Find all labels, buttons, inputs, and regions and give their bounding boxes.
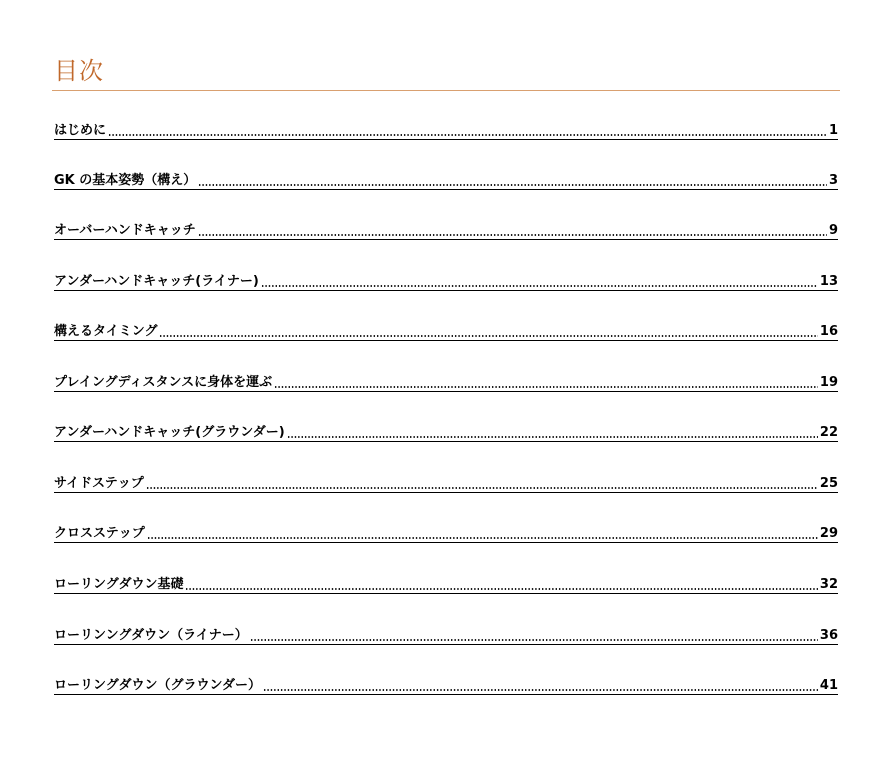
toc-entry-rolling-down-grounder[interactable] — [54, 677, 838, 695]
toc-entry-page-number: 13 — [819, 274, 838, 289]
dot-leader — [250, 639, 818, 641]
toc-entry-title: ローリングダウン（グラウンダー） — [54, 678, 261, 693]
toc-entry-page-number: 32 — [819, 577, 838, 592]
toc-entry-gk-basic-stance[interactable] — [54, 172, 838, 190]
toc-entry-title: GK の基本姿勢（構え） — [54, 173, 197, 188]
toc-entry-page-number: 36 — [819, 628, 838, 643]
dot-leader — [261, 285, 818, 287]
toc-entry-title: ローリングダウン基礎 — [54, 577, 184, 592]
toc-entry-playing-distance[interactable] — [54, 374, 838, 392]
toc-heading: 目次 — [54, 57, 104, 85]
dot-leader — [263, 689, 818, 691]
toc-entry-underhand-catch-grounder[interactable] — [54, 424, 838, 442]
dot-leader — [198, 184, 827, 186]
dot-leader — [287, 436, 818, 438]
dot-leader — [274, 386, 818, 388]
dot-leader — [185, 588, 817, 590]
toc-entry-title: オーバーハンドキャッチ — [54, 223, 196, 238]
toc-entry-title: ローリンングダウン（ライナー） — [54, 628, 248, 643]
toc-entry-page-number: 25 — [819, 476, 838, 491]
toc-entry-title: プレイングディスタンスに身体を運ぶ — [54, 375, 273, 390]
toc-entry-rolling-down-liner[interactable] — [54, 627, 838, 645]
toc-entry-title: アンダーハンドキャッチ(グラウンダー) — [54, 425, 285, 440]
heading-divider — [52, 90, 840, 91]
toc-entry-title: アンダーハンドキャッチ(ライナー) — [54, 274, 259, 289]
toc-entry-page-number: 41 — [819, 678, 838, 693]
dot-leader — [108, 134, 827, 136]
toc-entry-side-step[interactable] — [54, 475, 838, 493]
dot-leader — [147, 537, 818, 539]
toc-entry-title: 構えるタイミング — [54, 324, 158, 339]
toc-entry-title: クロスステップ — [54, 526, 145, 541]
dot-leader — [159, 335, 817, 337]
toc-entry-cross-step[interactable] — [54, 525, 838, 543]
toc-entry-page-number: 3 — [828, 173, 838, 188]
toc-entry-title: サイドステップ — [54, 476, 144, 491]
toc-entry-page-number: 1 — [828, 123, 838, 138]
dot-leader — [198, 234, 827, 236]
toc-entry-title: はじめに — [54, 123, 107, 138]
toc-entry-ready-timing[interactable] — [54, 323, 838, 341]
toc-entry-underhand-catch-liner[interactable] — [54, 273, 838, 291]
toc-entry-page-number: 22 — [819, 425, 838, 440]
toc-entry-page-number: 9 — [828, 223, 838, 238]
dot-leader — [146, 487, 818, 489]
toc-entry-overhand-catch[interactable] — [54, 222, 838, 240]
toc-entry-page-number: 16 — [819, 324, 838, 339]
toc-entry-introduction[interactable] — [54, 122, 838, 140]
toc-entry-page-number: 19 — [819, 375, 838, 390]
toc-entry-page-number: 29 — [819, 526, 838, 541]
toc-entry-rolling-down-basics[interactable] — [54, 576, 838, 594]
